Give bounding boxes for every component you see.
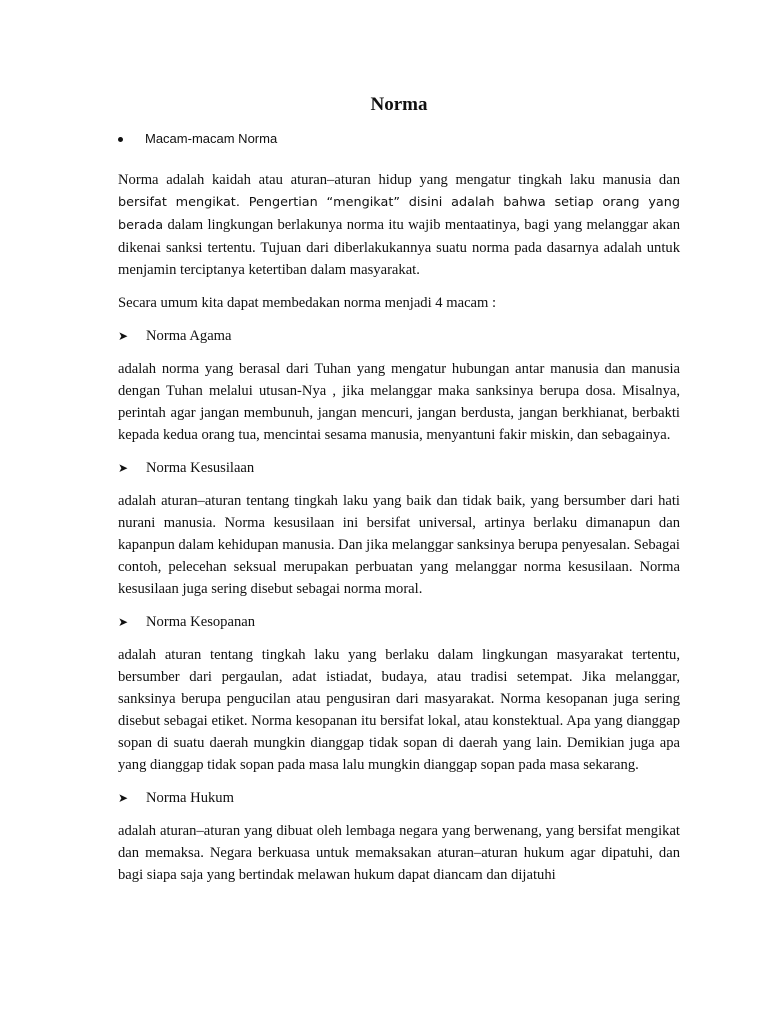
bullet-dot-icon [118,137,123,142]
bullet-label: Macam-macam Norma [145,131,278,146]
summary-paragraph: Secara umum kita dapat membedakan norma menjadi 4 macam : [118,295,497,311]
section-heading-label: Norma Agama [146,328,232,344]
intro-paragraph [118,169,680,281]
section-heading-kesusilaan [118,457,680,479]
intro-text-2: bersifat mengikat. Pengertian “mengikat” disini adalah bahwa setiap orang yang berada [118,195,680,233]
section-heading-hukum [118,787,680,809]
document-content [118,92,680,897]
intro-text-3: dalam lingkungan berlakunya norma itu wajib mentaatinya, bagi yang melanggar akan dikenai sanksi tertentu. Tujuan dari diberlakukannya suatu norma pada dasarnya adalah untuk menjamin terciptanya ketertiban dalam masyarakat. [118,217,680,278]
bullet-list-item [118,129,680,149]
arrowhead-bullet-icon: ➤ [118,791,129,805]
intro-text-1: Norma adalah kaidah atau aturan–aturan hidup yang mengatur tingkah laku manusia dan [118,172,680,188]
arrowhead-bullet-icon: ➤ [118,615,129,629]
section-heading-agama [118,325,680,347]
section-body-kesusilaan: adalah aturan–aturan tentang tingkah laku yang baik dan tidak baik, yang bersumber dari hati nurani manusia. Norma kesusilaan ini bersifat universal, artinya berlaku dimanapun dan kapanpun dalam kehidupan manusia. Dan jika melanggar sanksinya berupa penyesalan. Sebagai contoh, pelecehan seksual merupakan perbuatan yang melanggar norma kesusilaan. Norma kesusilaan juga sering disebut sebagai norma moral. [118,493,680,597]
section-body-agama: adalah norma yang berasal dari Tuhan yang mengatur hubungan antar manusia dan manusia dengan Tuhan melalui utusan-Nya , jika melanggar maka sanksinya berupa dosa. Misalnya, perintah agar jangan membunuh, jangan mencuri, jangan berdusta, jangan berkhianat, berbakti kepada kedua orang tua, mencintai sesama manusia, menyantuni fakir miskin, dan sebagainya. [118,361,680,443]
section-heading-label: Norma Kesopanan [146,614,256,630]
section-body-hukum: adalah aturan–aturan yang dibuat oleh lembaga negara yang berwenang, yang bersifat mengikat dan memaksa. Negara berkuasa untuk memaksakan aturan–aturan hukum agar dipatuhi, dan bagi siapa saja yang bertindak melawan hukum dapat diancam dan dijatuhi [118,823,680,883]
page-title: Norma [370,94,428,115]
section-heading-label: Norma Hukum [146,790,234,806]
arrowhead-bullet-icon: ➤ [118,329,129,343]
section-body-kesopanan: adalah aturan tentang tingkah laku yang berlaku dalam lingkungan masyarakat tertentu, bersumber dari pergaulan, adat istiadat, budaya, atau tradisi setempat. Jika melanggar, sanksinya berupa pengucilan atau pengusiran dari masyarakat. Norma kesopanan juga sering disebut sebagai etiket. Norma kesopanan itu bersifat lokal, atau konstektual. Apa yang dianggap sopan di suatu daerah mungkin dianggap tidak sopan di daerah yang lain. Demikian juga apa yang dianggap tidak sopan pada masa lalu mungkin dianggap sopan pada masa sekarang. [118,647,680,773]
section-heading-kesopanan [118,611,680,633]
arrowhead-bullet-icon: ➤ [118,461,129,475]
section-heading-label: Norma Kesusilaan [146,460,255,476]
